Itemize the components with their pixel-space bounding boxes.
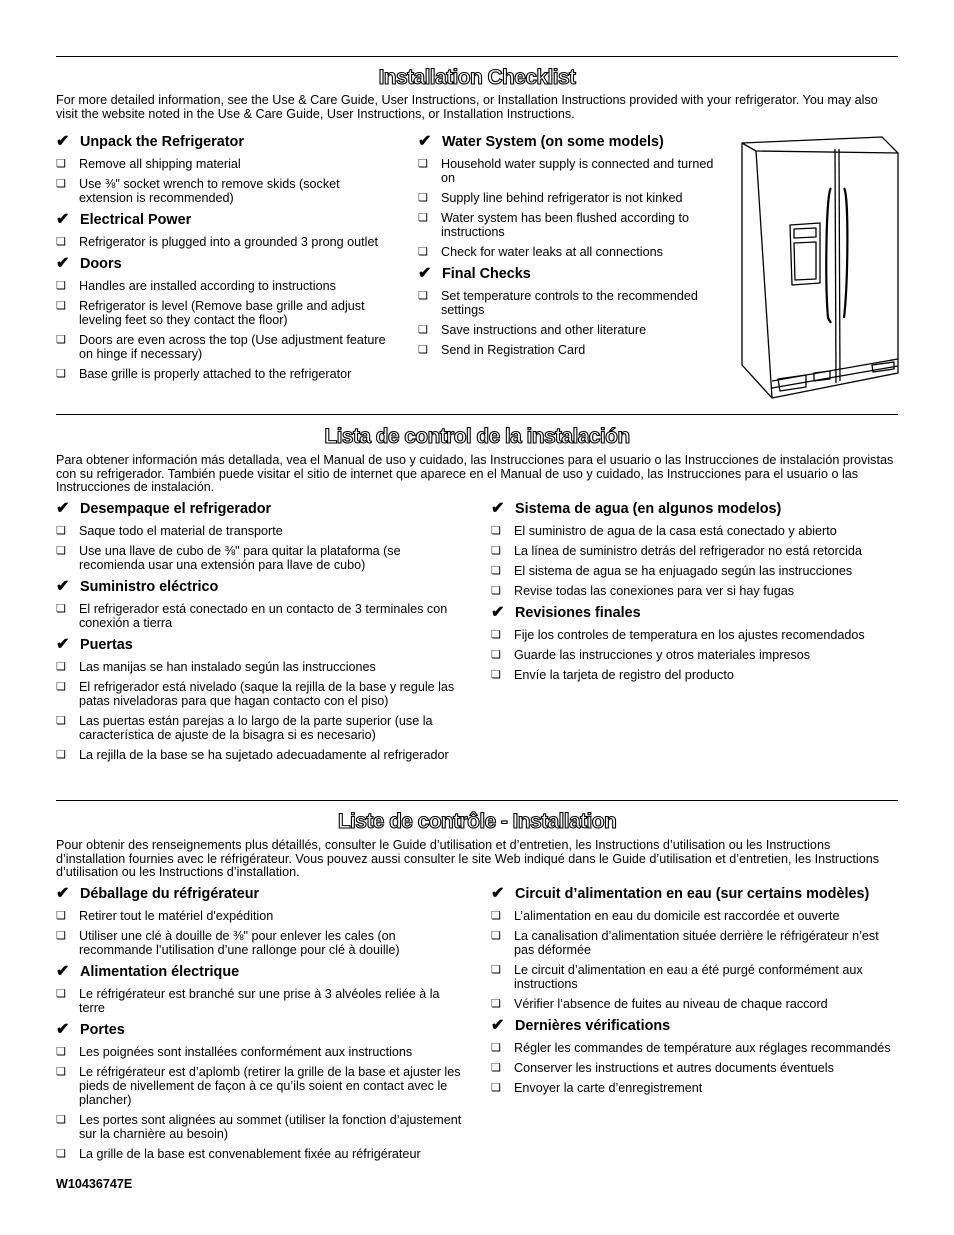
checklist-item[interactable]	[418, 289, 718, 317]
checklist-heading-label: Portes	[80, 1022, 125, 1038]
checkmark-icon: ✔	[491, 500, 505, 517]
checklist-item[interactable]	[56, 660, 466, 674]
checklist-item-label: Fije los controles de temperatura en los ajustes recomendados	[514, 628, 865, 642]
checklist-item[interactable]	[56, 909, 466, 923]
checkbox-icon[interactable]: ❏	[491, 930, 501, 942]
checklist-item-label: L’alimentation en eau du domicile est raccordée et ouverte	[514, 909, 840, 923]
checklist-item-label: Envoyer la carte d’enregistrement	[514, 1081, 703, 1095]
checkbox-icon[interactable]: ❏	[56, 280, 66, 292]
checkbox-icon[interactable]: ❏	[491, 649, 501, 661]
checkbox-icon[interactable]: ❏	[56, 661, 66, 673]
checklist-item-label: El refrigerador está nivelado (saque la rejilla de la base y regule las patas niveladoras para que hagan contacto con el piso)	[79, 680, 455, 708]
checklist-item-label: Base grille is properly attached to the refrigerator	[79, 367, 352, 381]
checklist-item-label: Régler les commandes de température aux réglages recommandés	[514, 1041, 891, 1055]
checklist-item[interactable]	[491, 544, 901, 558]
document-number: W10436747E	[56, 1177, 133, 1191]
checklist-heading-label: Revisiones finales	[515, 605, 641, 621]
checkmark-icon: ✔	[418, 265, 432, 282]
checklist-item[interactable]	[56, 748, 466, 762]
checklist-item[interactable]	[491, 524, 901, 538]
checklist-heading-label: Unpack the Refrigerator	[80, 134, 244, 150]
checkmark-icon: ✔	[56, 1021, 70, 1038]
checklist-item[interactable]	[56, 714, 466, 742]
checklist-fr-left	[56, 885, 466, 1167]
checklist-item-label: Le circuit d’alimentation en eau a été purgé conformément aux instructions	[514, 963, 863, 991]
checkbox-icon[interactable]: ❏	[56, 681, 66, 693]
checklist-item[interactable]	[56, 299, 396, 327]
checklist-item[interactable]	[56, 680, 466, 708]
checklist-item-label: Las manijas se han instalado según las instrucciones	[79, 660, 376, 674]
checklist-item[interactable]	[56, 1065, 466, 1107]
checklist-item-label: Check for water leaks at all connections	[441, 245, 663, 259]
refrigerator-illustration	[732, 133, 904, 403]
checklist-heading	[418, 265, 718, 283]
checkbox-icon[interactable]: ❏	[56, 1066, 66, 1078]
checklist-heading	[56, 500, 466, 518]
checkbox-icon[interactable]: ❏	[56, 603, 66, 615]
checklist-item-label: Las puertas están parejas a lo largo de la parte superior (use la característica de ajuste de la bisagra si es necesario)	[79, 714, 433, 742]
checklist-item-label: Le réfrigérateur est branché sur une prise à 3 alvéoles reliée à la terre	[79, 987, 440, 1015]
checklist-heading	[56, 636, 466, 654]
checklist-item-label: El sistema de agua se ha enjuagado según las instrucciones	[514, 564, 853, 578]
checklist-item[interactable]	[418, 191, 718, 205]
checklist-item-label: Retirer tout le matériel d'expédition	[79, 909, 274, 923]
intro-es: Para obtener información más detallada, vea el Manual de uso y cuidado, las Instrucciones para el usuario o las Instrucciones de instalación provistas con su refrigerador. También puede visitar el sitio de internet que aparece en el Manual de uso y cuidado, las Instrucciones para el usuario o las Instrucciones de instalación.	[56, 453, 894, 495]
checklist-item[interactable]	[491, 909, 901, 923]
checklist-es-right	[491, 500, 901, 688]
checklist-heading-label: Final Checks	[442, 266, 531, 282]
checkbox-icon[interactable]: ❏	[56, 749, 66, 761]
checklist-item-label: Saque todo el material de transporte	[79, 524, 283, 538]
checkbox-icon[interactable]: ❏	[418, 192, 428, 204]
checkbox-icon[interactable]: ❏	[56, 1046, 66, 1058]
checklist-item-label: El suministro de agua de la casa está conectado y abierto	[514, 524, 837, 538]
intro-fr: Pour obtenir des renseignements plus détaillés, consulter le Guide d’utilisation et d’entretien, les Instructions d’utilisation ou les Instructions d’installation fournies avec le réfrigérateur. Vous pouvez aussi consulter le site Web indiqué dans le Guide d’utilisation et d’entretien, les Instructions d’utilisation ou les Instructions d’installation.	[56, 838, 880, 880]
checkbox-icon[interactable]: ❏	[491, 910, 501, 922]
checklist-heading-label: Déballage du réfrigérateur	[80, 886, 260, 902]
checklist-item[interactable]	[56, 177, 396, 205]
checkmark-icon: ✔	[56, 500, 70, 517]
checklist-heading-label: Desempaque el refrigerador	[80, 501, 272, 517]
checklist-item[interactable]	[56, 544, 466, 572]
checkbox-icon[interactable]: ❏	[418, 290, 428, 302]
checklist-item[interactable]	[491, 997, 901, 1011]
checklist-item-label: Utiliser une clé à douille de ⅜" pour enlever les cales (on recommande l’utilisation d’une rallonge pour clé à douille)	[79, 929, 400, 957]
checklist-item[interactable]	[418, 323, 718, 337]
checkbox-icon[interactable]: ❏	[491, 998, 501, 1010]
checklist-item[interactable]	[491, 1061, 901, 1075]
checklist-item[interactable]	[56, 235, 396, 249]
checklist-heading-label: Water System (on some models)	[442, 134, 664, 150]
checklist-item-label: Les poignées sont installées conformément aux instructions	[79, 1045, 413, 1059]
checklist-item[interactable]	[56, 367, 396, 381]
checklist-item[interactable]	[56, 987, 466, 1015]
checkbox-icon[interactable]: ❏	[418, 344, 428, 356]
checkbox-icon[interactable]: ❏	[491, 565, 501, 577]
checklist-item[interactable]	[491, 1081, 901, 1095]
checklist-item-label: Les portes sont alignées au sommet (utiliser la fonction d’ajustement sur la charnière au besoin)	[79, 1113, 462, 1141]
checkmark-icon: ✔	[491, 885, 505, 902]
checklist-item[interactable]	[56, 602, 466, 630]
checklist-item[interactable]	[56, 157, 396, 171]
checklist-item-label: Refrigerator is plugged into a grounded 3 prong outlet	[79, 235, 378, 249]
checkbox-icon[interactable]: ❏	[418, 158, 428, 170]
checklist-item[interactable]	[56, 929, 466, 957]
checklist-heading	[491, 604, 901, 622]
checklist-heading	[491, 885, 901, 903]
checkbox-icon[interactable]: ❏	[56, 1114, 66, 1126]
checklist-item[interactable]	[56, 1147, 466, 1161]
checklist-heading	[56, 211, 396, 229]
checklist-item[interactable]	[491, 1041, 901, 1055]
checkbox-icon[interactable]: ❏	[418, 246, 428, 258]
checklist-item-label: Envíe la tarjeta de registro del producto	[514, 668, 734, 682]
checkbox-icon[interactable]: ❏	[56, 1148, 66, 1160]
checkbox-icon[interactable]: ❏	[56, 158, 66, 170]
checkbox-icon[interactable]: ❏	[56, 715, 66, 727]
checklist-item-label: Vérifier l’absence de fuites au niveau de chaque raccord	[514, 997, 828, 1011]
checklist-heading	[491, 500, 901, 518]
checklist-item[interactable]	[491, 668, 901, 682]
checklist-item[interactable]	[491, 648, 901, 662]
checkbox-icon[interactable]: ❏	[491, 1062, 501, 1074]
checkbox-icon[interactable]: ❏	[56, 910, 66, 922]
checklist-item-label: Conserver les instructions et autres documents éventuels	[514, 1061, 834, 1075]
checklist-item-label: Handles are installed according to instructions	[79, 279, 336, 293]
checklist-item[interactable]	[418, 343, 718, 357]
checklist-heading	[418, 133, 718, 151]
divider-fr	[56, 800, 898, 801]
checkbox-icon[interactable]: ❏	[56, 236, 66, 248]
checkmark-icon: ✔	[56, 133, 70, 150]
checklist-item[interactable]	[56, 1045, 466, 1059]
checklist-item[interactable]	[491, 628, 901, 642]
checkbox-icon[interactable]: ❏	[491, 629, 501, 641]
checkbox-icon[interactable]: ❏	[56, 988, 66, 1000]
checklist-heading	[56, 255, 396, 273]
intro-en: For more detailed information, see the Use & Care Guide, User Instructions, or Installation Instructions provided with your refrigerator. You may also visit the website noted in the Use & Care Guide, User Instructions, or Installation Instructions.	[56, 93, 878, 121]
checklist-item-label: Use ⅜" socket wrench to remove skids (socket extension is recommended)	[79, 177, 340, 205]
checkmark-icon: ✔	[491, 604, 505, 621]
checkmark-icon: ✔	[56, 255, 70, 272]
checkbox-icon[interactable]: ❏	[491, 1082, 501, 1094]
checklist-heading-label: Suministro eléctrico	[80, 579, 219, 595]
checklist-en-left	[56, 133, 396, 387]
checkbox-icon[interactable]: ❏	[491, 545, 501, 557]
checklist-heading	[56, 133, 396, 151]
checklist-heading-label: Doors	[80, 256, 122, 272]
checklist-item-label: Use una llave de cubo de ⅜" para quitar la plataforma (se recomienda usar una extensión para llave de cubo)	[79, 544, 401, 572]
checklist-item[interactable]	[56, 1113, 466, 1141]
checklist-item[interactable]	[491, 963, 901, 991]
checklist-item-label: El refrigerador está conectado en un contacto de 3 terminales con conexión a tierra	[79, 602, 448, 630]
checklist-heading-label: Alimentation électrique	[80, 964, 240, 980]
checkmark-icon: ✔	[491, 1017, 505, 1034]
checklist-heading	[56, 1021, 466, 1039]
checklist-item-label: La rejilla de la base se ha sujetado adecuadamente al refrigerador	[79, 748, 449, 762]
checklist-heading	[56, 885, 466, 903]
checklist-heading-label: Puertas	[80, 637, 133, 653]
checklist-item-label: Remove all shipping material	[79, 157, 241, 171]
checklist-item-label: La grille de la base est convenablement fixée au réfrigérateur	[79, 1147, 421, 1161]
checklist-item-label: Supply line behind refrigerator is not kinked	[441, 191, 683, 205]
checklist-es-left	[56, 500, 466, 768]
checkmark-icon: ✔	[56, 211, 70, 228]
checkmark-icon: ✔	[56, 963, 70, 980]
checkbox-icon[interactable]: ❏	[491, 964, 501, 976]
checklist-fr-right	[491, 885, 901, 1101]
checkbox-icon[interactable]: ❏	[56, 178, 66, 190]
checkbox-icon[interactable]: ❏	[56, 545, 66, 557]
checklist-item-label: La canalisation d’alimentation située derrière le réfrigérateur n’est pas déformée	[514, 929, 879, 957]
checkmark-icon: ✔	[56, 636, 70, 653]
checkbox-icon[interactable]: ❏	[491, 525, 501, 537]
top-rule	[56, 56, 898, 57]
divider-es	[56, 414, 898, 415]
checklist-item[interactable]	[491, 564, 901, 578]
checklist-item[interactable]	[418, 245, 718, 259]
section-title-es: Lista de control de la instalación	[324, 425, 630, 448]
checkbox-icon[interactable]: ❏	[56, 368, 66, 380]
checklist-item-label: Le réfrigérateur est d’aplomb (retirer la grille de la base et ajuster les pieds de nivellement de façon à ce qu’ils soient en contact avec le plancher)	[79, 1065, 461, 1107]
checklist-heading	[491, 1017, 901, 1035]
checklist-heading	[56, 963, 466, 981]
checklist-item-label: Revise todas las conexiones para ver si hay fugas	[514, 584, 795, 598]
checklist-item[interactable]	[418, 157, 718, 185]
checklist-item-label: Set temperature controls to the recommended settings	[441, 289, 698, 317]
checkbox-icon[interactable]: ❏	[56, 525, 66, 537]
checklist-item[interactable]	[491, 584, 901, 598]
checklist-heading-label: Dernières vérifications	[515, 1018, 671, 1034]
checklist-item-label: Send in Registration Card	[441, 343, 586, 357]
checklist-item[interactable]	[56, 279, 396, 293]
checklist-item-label: Water system has been flushed according to instructions	[441, 211, 690, 239]
checklist-item-label: La línea de suministro detrás del refrigerador no está retorcida	[514, 544, 862, 558]
checklist-item[interactable]	[56, 524, 466, 538]
checkbox-icon[interactable]: ❏	[418, 324, 428, 336]
checklist-heading-label: Sistema de agua (en algunos modelos)	[515, 501, 782, 517]
checklist-item-label: Doors are even across the top (Use adjustment feature on hinge if necessary)	[79, 333, 386, 361]
checkmark-icon: ✔	[418, 133, 432, 150]
checkmark-icon: ✔	[56, 578, 70, 595]
checkbox-icon[interactable]: ❏	[56, 300, 66, 312]
checkbox-icon[interactable]: ❏	[491, 669, 501, 681]
checkbox-icon[interactable]: ❏	[491, 585, 501, 597]
checklist-item[interactable]	[418, 211, 718, 239]
checklist-item-label: Guarde las instrucciones y otros materiales impresos	[514, 648, 811, 662]
checklist-item-label: Refrigerator is level (Remove base grille and adjust leveling feet so they contact the floor)	[79, 299, 365, 327]
checklist-heading	[56, 578, 466, 596]
checkbox-icon[interactable]: ❏	[56, 930, 66, 942]
section-title-fr: Liste de contrôle - Installation	[337, 810, 617, 833]
checklist-en-right	[418, 133, 718, 363]
checklist-item[interactable]	[491, 929, 901, 957]
checkbox-icon[interactable]: ❏	[491, 1042, 501, 1054]
checklist-item[interactable]	[56, 333, 396, 361]
checkbox-icon[interactable]: ❏	[418, 212, 428, 224]
checklist-item-label: Household water supply is connected and turned on	[441, 157, 714, 185]
checklist-heading-label: Circuit d’alimentation en eau (sur certains modèles)	[515, 886, 870, 902]
section-title-en: Installation Checklist	[378, 66, 576, 89]
checklist-item-label: Save instructions and other literature	[441, 323, 647, 337]
checklist-heading-label: Electrical Power	[80, 212, 192, 228]
checkbox-icon[interactable]: ❏	[56, 334, 66, 346]
checkmark-icon: ✔	[56, 885, 70, 902]
